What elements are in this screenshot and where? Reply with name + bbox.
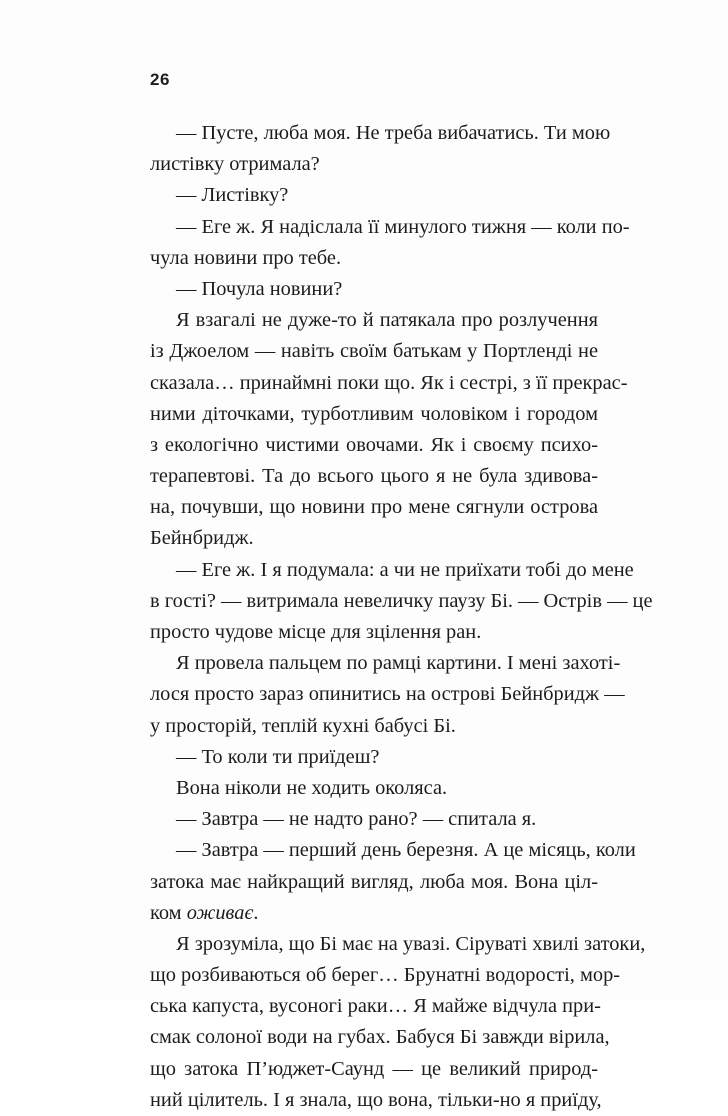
text-line: — Завтра — не надто рано? — спитала я. bbox=[176, 808, 537, 831]
page-number: 26 bbox=[150, 70, 170, 89]
text-line: лося просто зараз опинитись на острові Бейнбридж — bbox=[150, 683, 625, 706]
text-line: ська капуста, вусоногі раки… Я майже відчула при- bbox=[150, 995, 601, 1018]
text-line: що затока П’юджет-Саунд — це великий природ- bbox=[150, 1057, 598, 1080]
emphasis: оживає bbox=[186, 901, 254, 924]
text-line: — Еге ж. Я надіслала її минулого тижня — коли по- bbox=[176, 215, 630, 238]
text-line: — Завтра — перший день березня. А це місяць, коли bbox=[176, 839, 636, 862]
text-line: чула новини про тебе. bbox=[150, 246, 342, 269]
text-line: в гості? — витримала невеличку паузу Бі. — Острів — це bbox=[150, 589, 653, 612]
text-line: — Почула новини? bbox=[176, 277, 343, 300]
text-line: — Пусте, люба моя. Не треба вибачатись. Ти мою bbox=[176, 122, 611, 144]
text-line: у просторій, теплій кухні бабусі Бі. bbox=[150, 714, 456, 737]
text-line: Бейнбридж. bbox=[150, 527, 254, 550]
text-run: ком bbox=[150, 901, 187, 924]
text-line: затока має найкращий вигляд, люба моя. Вона ціл- bbox=[150, 870, 598, 893]
text-line: ними діточками, турботливим чоловіком і городом bbox=[150, 402, 598, 425]
text-line: з екологічно чистими овочами. Як і своєму психо- bbox=[150, 433, 598, 456]
text-line: Я зрозуміла, що Бі має на увазі. Сіруваті хвилі затоки, bbox=[176, 932, 646, 955]
text-line: терапевтові. Та до всього цього я не була здивова- bbox=[150, 465, 598, 488]
text-line: Я взагалі не дуже-то й патякала про розлучення bbox=[176, 309, 598, 332]
text-line: листівку отримала? bbox=[150, 153, 320, 176]
text-line: — Еге ж. І я подумала: а чи не приїхати тобі до мене bbox=[176, 558, 634, 581]
text-line: смак солоної води на губах. Бабуся Бі завжди вірила, bbox=[150, 1026, 610, 1049]
text-line: на, почувши, що новини про мене сягнули острова bbox=[150, 496, 598, 519]
text-line: Я провела пальцем по рамці картини. І мені захоті- bbox=[176, 652, 621, 675]
text-line: із Джоелом — навіть своїм батькам у Портленді не bbox=[150, 340, 598, 363]
text-line: сказала… принаймні поки що. Як і сестрі, з її прекрас- bbox=[150, 371, 628, 394]
text-line: ний цілитель. І я знала, що вона, тільки-но я приїду, bbox=[150, 1088, 602, 1111]
text-line: — Листівку? bbox=[176, 184, 289, 207]
text-line: — То коли ти приїдеш? bbox=[176, 745, 380, 768]
text-line: що розбиваються об берег… Брунатні водорості, мор- bbox=[150, 964, 621, 987]
text-line: просто чудове місце для зцілення ран. bbox=[150, 621, 482, 643]
text-line bbox=[150, 898, 598, 929]
text-line: Вона ніколи не ходить околяса. bbox=[176, 776, 448, 799]
text-run: . bbox=[253, 901, 259, 924]
body-text bbox=[150, 118, 653, 1116]
